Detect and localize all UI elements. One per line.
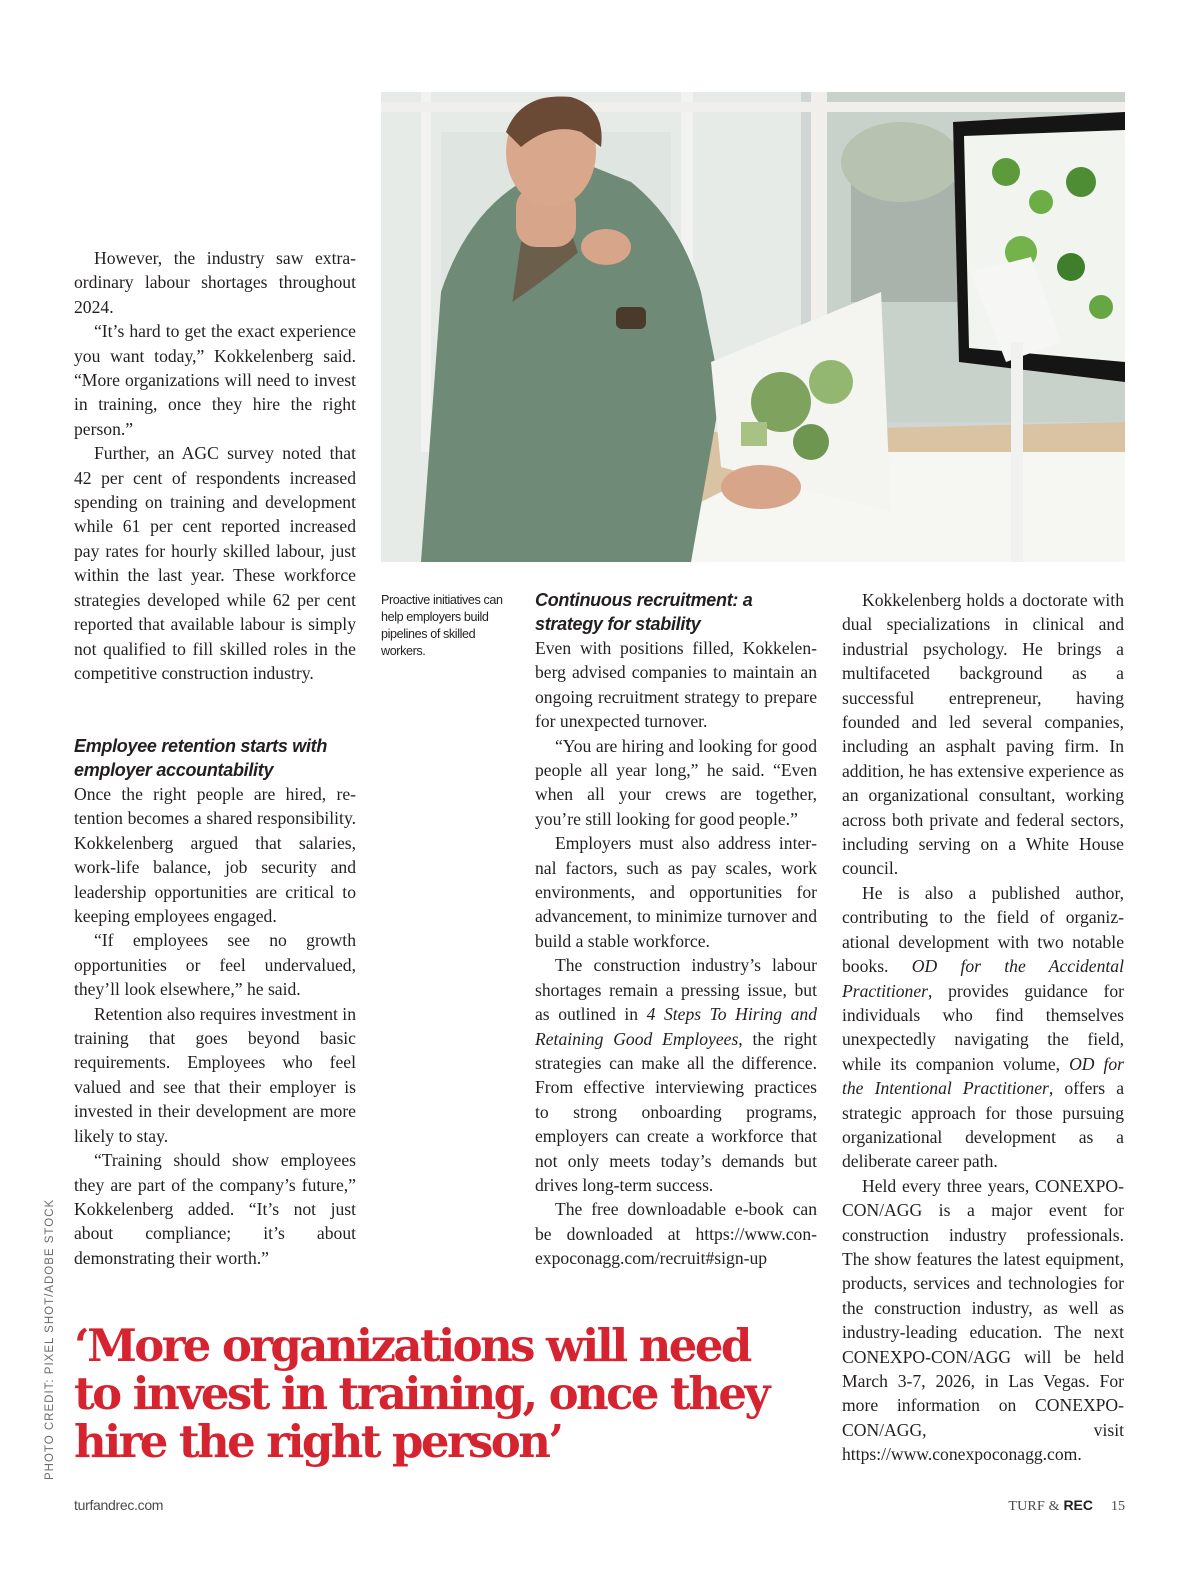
paragraph: However, the industry saw extraordinary labour shortages throughout 2024. — [74, 248, 356, 317]
paragraph: “If employees see no growth opportunities or feel undervalued, they’ll look elsewhere,” he said. — [74, 930, 356, 1000]
brand-name-part2: REC — [1063, 1497, 1093, 1513]
page-number: 15 — [1111, 1499, 1125, 1514]
photo-credit: PHOTO CREDIT: PIXEL SHOT/ADOBE STOCK — [44, 1198, 56, 1480]
text-run: The construction industry’s labour shortages remain a pressing issue, but as outlined in — [535, 955, 817, 1025]
paragraph: Kokkelenberg holds a doctorate with dual specializations in clinical and industrial psychology. He brings a multifaceted background as a successful entrepreneur, having founded and led several companies, including an asphalt paving firm. In addition, he has extensive experience as an organizational consultant, working across both private and federal sectors, including serving on a White House council. — [842, 590, 1124, 879]
paragraph: The free downloadable e-book can be downloaded at https://www.conexpoconagg.com/recruit#sign-up — [535, 1199, 817, 1269]
column-1-lower — [74, 734, 356, 1270]
hero-photo — [381, 92, 1125, 562]
book-title: 4 Steps To Hiring and Retaining Good Employees — [535, 1004, 817, 1049]
paragraph: Further, an AGC survey noted that 42 per cent of respondents increased spending on training and development while 61 per cent reported increased pay rates for hourly skilled labour, just within the last year. These workforce strategies developed while 62 per cent reported that available labour is simply not qualified to fill skilled roles in the competitive construction industry. — [74, 443, 356, 683]
section-heading: Continuous recruitment: a strategy for stability — [535, 590, 753, 634]
book-title: OD for the Accidental Practitioner — [842, 956, 1124, 1001]
paragraph — [842, 881, 1124, 1174]
text-run: , provides guidance for individuals who find themselves unexpectedly navigating the field, while its companion volume, — [842, 980, 1124, 1074]
brand-name-part1: TURF & — [1008, 1499, 1064, 1514]
section-heading: Employee retention starts with employer accountability — [74, 736, 328, 780]
text-run: , offers a strategic approach for those pursuing organizational development as a deliberate career path. — [842, 1078, 1124, 1172]
paragraph: “You are hiring and looking for good people all year long,” he said. “Even when all your crews are together, you’re still looking for good people.” — [535, 735, 817, 829]
footer-website: turfandrec.com — [74, 1497, 164, 1513]
photo-illustration — [381, 92, 1125, 562]
paragraph — [535, 953, 817, 1197]
book-title: OD for the Intentional Practitioner — [842, 1053, 1125, 1099]
paragraph: “It’s hard to get the exact experience you want today,” Kokkelenberg said. “More organizations will need to invest in training, once they hire the right person.” — [74, 321, 356, 439]
paragraph: Retention also requires investment in training that goes beyond basic requirements. Employees who feel valued and see that their employer is invested in their development are more likely to stay. — [74, 1003, 356, 1146]
column-3 — [842, 588, 1124, 1467]
paragraph: Employers must also address internal factors, such as pay scales, work environments, and opportunities for advancement, to minimize turnover and build a stable workforce. — [535, 833, 817, 951]
paragraph: Held every three years, CONEXPO-CON/AGG is a major event for construction industry professionals. The show features the latest equipment, products, services and technologies for the construction industry, as well as industry-leading education. The next CONEXPO-CON/AGG will be held March 3-7, 2026, in Las Vegas. For more information on CONEXPO-CON/AGG, visit https://www.conexpoconagg.com. — [842, 1175, 1124, 1465]
paragraph: Once the right people are hired, retention becomes a shared responsibility. Kokkelenberg argued that salaries, work-life balance, job security and leadership opportunities are critical to keeping employees engaged. — [74, 784, 356, 927]
column-1-upper — [74, 246, 356, 685]
paragraph: “Training should show employees they are part of the company’s future,” Kokkelenberg added. “It’s not just about compliance; it’s about demonstrating their worth.” — [74, 1150, 356, 1268]
column-2 — [535, 588, 817, 1271]
pull-quote: ‘More organizations will need to invest in training, once they hire the right person’ — [74, 1319, 768, 1468]
text-run: , the right strategies can make all the difference. From effective interviewing practices to strong onboarding programs, employers can create a workforce that not only meets today’s demands but drives long-term success. — [535, 1028, 817, 1195]
paragraph: Even with positions filled, Kokkelenberg advised companies to maintain an ongoing recruitment strategy to prepare for unexpected turnover. — [535, 638, 817, 732]
photo-caption: Proactive initiatives can help employers build pipelines of skilled workers. — [381, 593, 503, 658]
footer-brand — [1008, 1497, 1125, 1515]
text-run: He is also a published author, contributing to the field of organizational development with two notable books. — [842, 882, 1124, 977]
